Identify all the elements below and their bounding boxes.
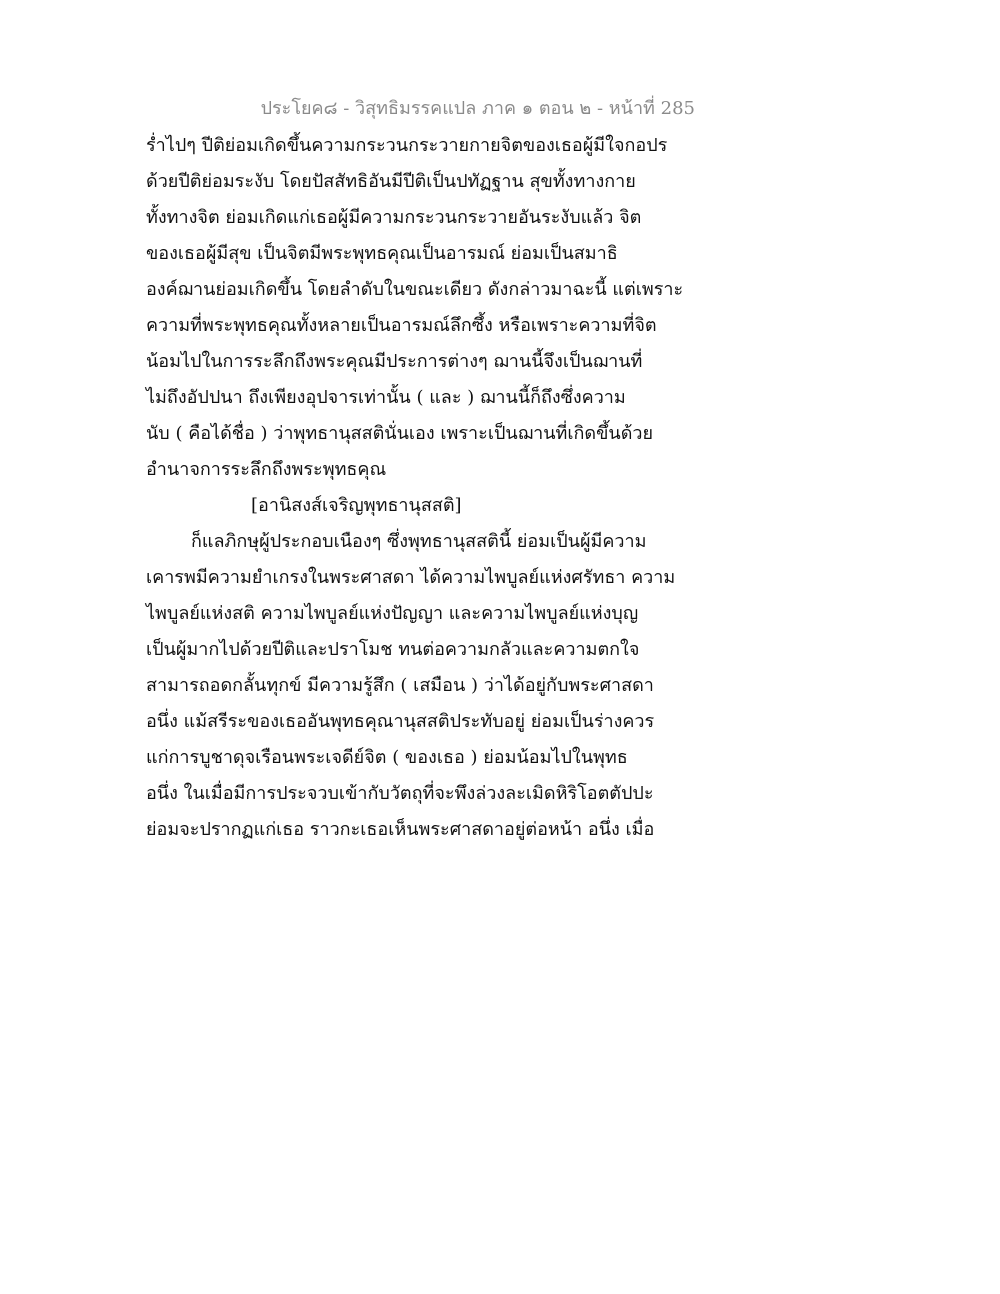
text-line: ก็แลภิกษุผู้ประกอบเนืองๆ ซึ่งพุทธานุสสตินี้ ย่อมเป็นผู้มีความ	[191, 531, 647, 552]
text-line: สามารถอดกลั้นทุกข์ มีความรู้สึก ( เสมือน ) ว่าได้อยู่กับพระศาสดา	[146, 675, 654, 696]
text-line: อนึ่ง ในเมื่อมีการประจวบเข้ากับวัตถุที่จะพึงล่วงละเมิดหิริโอตตัปปะ	[146, 783, 654, 804]
text-line: องค์ฌานย่อมเกิดขึ้น โดยลำดับในขณะเดียว ดังกล่าวมาฉะนี้ แต่เพราะ	[146, 279, 684, 300]
text-line: ทั้งทางจิต ย่อมเกิดแก่เธอผู้มีความกระวนกระวายอันระงับแล้ว จิต	[146, 207, 642, 228]
text-line: ไพบูลย์แห่งสติ ความไพบูลย์แห่งปัญญา และความไพบูลย์แห่งบุญ	[146, 603, 639, 624]
text-line: ร่ำไปๆ ปีติย่อมเกิดขึ้นความกระวนกระวายกายจิตของเธอผู้มีใจกอปร	[146, 135, 668, 156]
text-line: เคารพมีความยำเกรงในพระศาสดา ได้ความไพบูลย์แห่งศรัทธา ความ	[146, 567, 676, 588]
text-line: ของเธอผู้มีสุข เป็นจิตมีพระพุทธคุณเป็นอารมณ์ ย่อมเป็นสมาธิ	[146, 243, 618, 264]
text-line: ย่อมจะปรากฏแก่เธอ ราวกะเธอเห็นพระศาสดาอยู่ต่อหน้า อนึ่ง เมื่อ	[146, 819, 655, 840]
text-line: นับ ( คือได้ชื่อ ) ว่าพุทธานุสสตินั่นเอง เพราะเป็นฌานที่เกิดขึ้นด้วย	[146, 423, 654, 444]
text-line: เป็นผู้มากไปด้วยปีติและปราโมช ทนต่อความกลัวและความตกใจ	[146, 639, 640, 660]
text-line: น้อมไปในการระลึกถึงพระคุณมีประการต่างๆ ฌานนี้จึงเป็นฌานที่	[146, 351, 643, 372]
section-heading: [อานิสงส์เจริญพุทธานุสสติ]	[251, 495, 462, 516]
text-line: ไม่ถึงอัปปนา ถึงเพียงอุปจารเท่านั้น ( และ ) ฌานนี้ก็ถึงซึ่งความ	[146, 387, 626, 408]
text-line: อนึ่ง แม้สรีระของเธออันพุทธคุณานุสสติประทับอยู่ ย่อมเป็นร่างควร	[146, 711, 655, 732]
page-body	[146, 128, 684, 848]
text-line: ความที่พระพุทธคุณทั้งหลายเป็นอารมณ์ลึกซึ้ง หรือเพราะความที่จิต	[146, 315, 657, 336]
running-head: ประโยค๘ - วิสุทธิมรรคแปล ภาค ๑ ตอน ๒ - หน้าที่ 285	[260, 98, 695, 119]
text-line: อำนาจการระลึกถึงพระพุทธคุณ	[146, 459, 387, 480]
text-line: แก่การบูชาดุจเรือนพระเจดีย์จิต ( ของเธอ ) ย่อมน้อมไปในพุทธ	[146, 747, 628, 768]
text-line: ด้วยปีติย่อมระงับ โดยปัสสัทธิอันมีปีติเป็นปทัฏฐาน สุขทั้งทางกาย	[146, 171, 636, 192]
